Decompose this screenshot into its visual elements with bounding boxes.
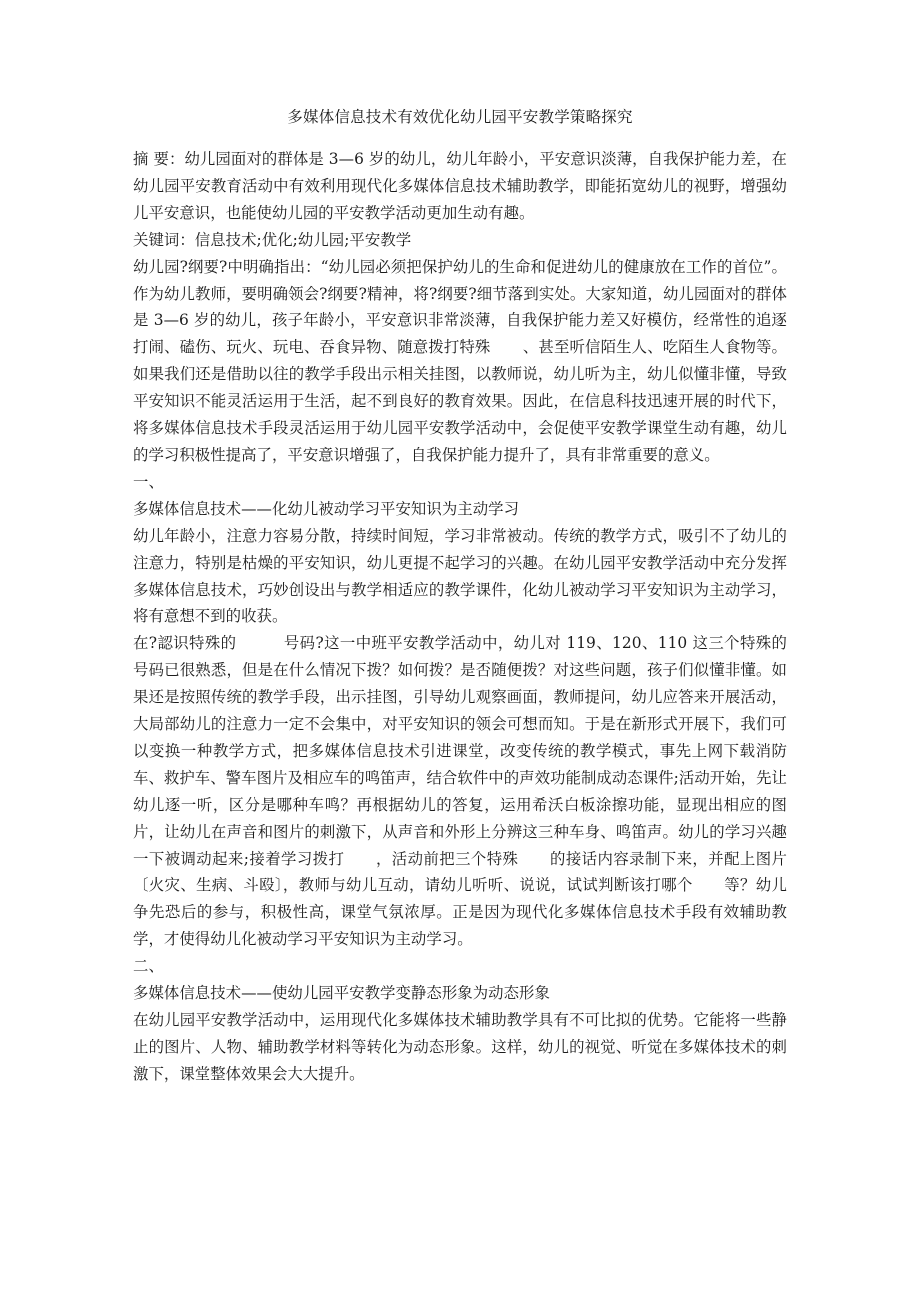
paragraph-section-1-body: 幼儿年龄小，注意力容易分散，持续时间短，学习非常被动。传统的教学方式，吸引不了幼儿的注意力，特别是枯燥的平安知识，幼儿更提不起学习的兴趣。在幼儿园平安教学活动中充分发挥多媒体信息技术，巧妙创设出与教学相适应的教学课件，化幼儿被动学习平安知识为主动学习，将有意想不到的收获。	[133, 526, 787, 626]
paragraph-section-1-case-study: 在?認识特殊的 号码?这一中班平安教学活动中，幼儿对 119、120、110 这三个特殊的号码已很熟悉，但是在什么情况下拨？如何拨？是否随便拨？对这些问题，孩子们似懂非懂。如果还是按照传统的教学手段，出示挂图，引导幼儿观察画面，教师提问，幼儿应答来开展活动，大局部幼儿的注意力一定不会集中，对平安知识的领会可想而知。于是在新形式开展下，我们可以变换一种教学方式，把多媒体信息技术引进课堂，改变传统的教学模式，事先上网下载消防车、救护车、警车图片及相应车的鸣笛声，结合软件中的声效功能制成动态课件;活动开始，先让幼儿逐一听，区分是哪种车鸣？再根据幼儿的答复，运用希沃白板涂擦功能，显现出相应的图片，让幼儿在声音和图片的刺激下，从声音和外形上分辨这三种车身、鸣笛声。幼儿的学习兴趣一下被调动起来;接着学习拨打 ，活动前把三个特殊 的接话内容录制下来，并配上图片〔火灾、生病、斗殴〕，教师与幼儿互动，请幼儿听听、说说，试试判断该打哪个 等？幼儿争先恐后的参与，积极性高，课堂气氛浓厚。正是因为现代化多媒体信息技术手段有效辅助教学，才使得幼儿化被动学习平安知识为主动学习。	[133, 634, 787, 949]
paragraph-introduction-part1: 幼儿园?纲要?中明确指出：“幼儿园必须把保护幼儿的生命和促进幼儿的健康放在工作的首位”。作为幼儿教师，要明确领会?纲要?精神，将?纲要?细节落到实处。大家知道，幼儿园面对的群体是 3—6 岁的幼儿，孩子年龄小，平安意识非常淡薄，自我保护能力差又好模仿，经常性的追逐打闹、磕伤、玩火、玩电、吞食异物、随意拨打特殊	[133, 257, 787, 357]
section-2-heading: 多媒体信息技术——使幼儿园平安教学变静态形象为动态形象	[133, 984, 550, 1003]
document-text-column	[133, 104, 787, 1088]
paragraph-introduction	[133, 254, 787, 469]
paragraph-keywords: 关键词：信息技术;优化;幼儿园;平安教学	[133, 230, 412, 249]
page-title: 多媒体信息技术有效优化幼儿园平安教学策略探究	[287, 108, 633, 126]
paragraph-introduction-part2: 、甚至听信陌生人、吃陌生人食物等。如果我们还是借助以往的教学手段出示相关挂图，以教师说，幼儿听为主，幼儿似懂非懂，导致平安知识不能灵活运用于生活，起不到良好的教育效果。因此，在信息科技迅速开展的时代下，将多媒体信息技术手段灵活运用于幼儿园平安教学活动中，会促使平安教学课堂生动有趣，幼儿的学习积极性提高了，平安意识增强了，自我保护能力提升了，具有非常重要的意义。	[133, 338, 787, 464]
paragraph-abstract: 摘 要：幼儿园面对的群体是 3—6 岁的幼儿，幼儿年龄小，平安意识淡薄，自我保护能力差，在幼儿园平安教育活动中有效利用现代化多媒体信息技术辅助教学，即能拓宽幼儿的视野，增强幼儿平安意识，也能使幼儿园的平安教学活动更加生动有趣。	[133, 150, 787, 222]
section-2-number: 二、	[133, 957, 164, 976]
paragraph-section-2-body: 在幼儿园平安教学活动中，运用现代化多媒体技术辅助教学具有不可比拟的优势。它能将一些静止的图片、人物、辅助教学材料等转化为动态形象。这样，幼儿的视觉、听觉在多媒体技术的刺激下，课堂整体效果会大大提升。	[133, 1011, 787, 1083]
section-1-number: 一、	[133, 472, 164, 491]
section-1-heading: 多媒体信息技术——化幼儿被动学习平安知识为主动学习	[133, 499, 520, 518]
